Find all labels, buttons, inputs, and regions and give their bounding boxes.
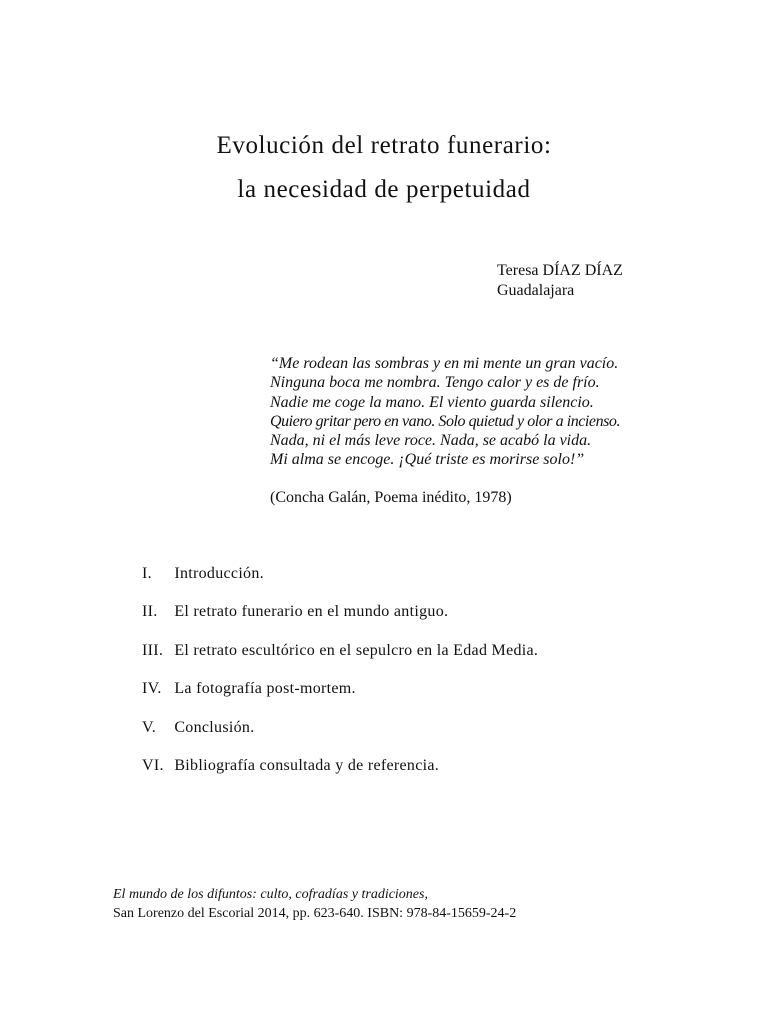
title-line-1: Evolución del retrato funerario: xyxy=(216,132,552,159)
epigraph-line: Quiero gritar pero en vano. Solo quietud y olor a incienso. xyxy=(270,412,620,430)
toc-label: Bibliografía consultada y de referencia. xyxy=(174,756,440,774)
author-name: Teresa DÍAZ DÍAZ xyxy=(497,262,623,279)
toc-item xyxy=(142,562,538,600)
toc-number: III. xyxy=(142,641,164,659)
epigraph-citation: (Concha Galán, Poema inédito, 1978) xyxy=(270,489,512,506)
epigraph-line: Ninguna boca me nombra. Tengo calor y es de frío. xyxy=(270,374,600,392)
epigraph-poem xyxy=(270,354,620,470)
publication-footer xyxy=(113,885,516,923)
toc-label: El retrato escultórico en el sepulcro en la Edad Media. xyxy=(174,641,539,659)
toc-item xyxy=(142,716,538,754)
toc-label: Conclusión. xyxy=(174,718,255,736)
author-location: Guadalajara xyxy=(497,282,575,299)
toc-number: V. xyxy=(142,718,157,736)
title-line-2: la necesidad de perpetuidad xyxy=(237,176,531,203)
toc-number: II. xyxy=(142,603,158,621)
toc-number: VI. xyxy=(142,756,164,774)
publication-title: El mundo de los difuntos: culto, cofradías y tradiciones, xyxy=(113,887,428,902)
author-block xyxy=(497,261,623,301)
toc-item xyxy=(142,639,538,677)
toc-item xyxy=(142,677,538,715)
toc-number: I. xyxy=(142,565,152,582)
table-of-contents xyxy=(142,562,538,792)
epigraph-line: Nada, ni el más leve roce. Nada, se acabó la vida. xyxy=(270,432,592,450)
epigraph-line: “Me rodean las sombras y en mi mente un gran vacío. xyxy=(270,355,619,372)
toc-item xyxy=(142,600,538,638)
publication-details: San Lorenzo del Escorial 2014, pp. 623-640. ISBN: 978-84-15659-24-2 xyxy=(113,906,517,921)
toc-number: IV. xyxy=(142,680,162,698)
toc-item xyxy=(142,754,538,792)
toc-label: Introducción. xyxy=(174,565,264,582)
epigraph-line: Nadie me coge la mano. El viento guarda silencio. xyxy=(270,393,594,411)
epigraph-line: Mi alma se encoge. ¡Qué triste es morirse solo!” xyxy=(270,451,585,469)
toc-label: La fotografía post-mortem. xyxy=(174,680,356,698)
article-title xyxy=(0,124,768,212)
toc-label: El retrato funerario en el mundo antiguo. xyxy=(174,603,449,621)
